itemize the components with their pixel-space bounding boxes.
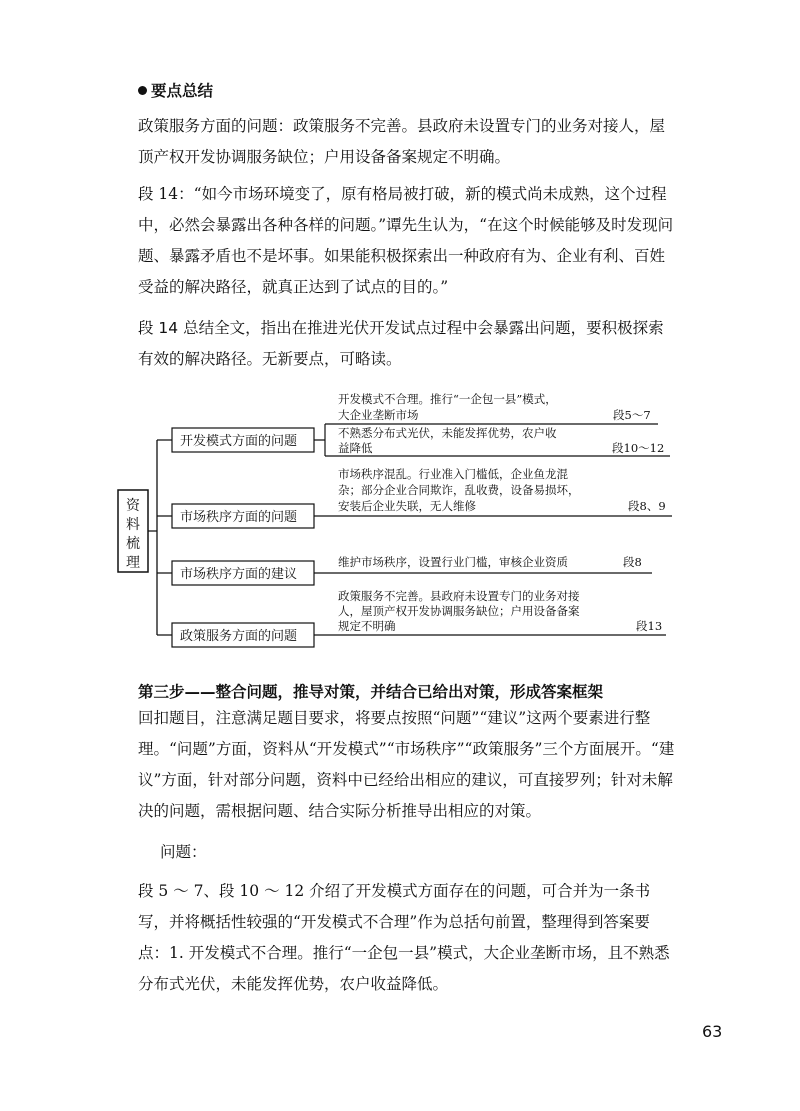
diagram-leaf-text: 市场秩序混乱。行业准入门槛低，企业鱼龙混 — [338, 467, 568, 481]
diagram-leaf-text: 不熟悉分布式光伏，未能发挥优势，农户收 — [338, 426, 557, 440]
diagram-leaf-ref: 段8 — [623, 555, 642, 569]
diagram-branch-box — [172, 428, 314, 452]
summary-heading-text: 要点总结 — [151, 82, 214, 100]
summary-text: 政策服务方面的问题：政策服务不完善。县政府未设置专门的业务对接人，屋顶产权开发协调服务缺位；户用设备备案规定不明确。 — [138, 117, 666, 166]
diagram-branch-label: 市场秩序方面的问题 — [180, 510, 298, 525]
diagram-trunk — [148, 440, 157, 635]
step3-title: 第三步——整合问题，推导对策，并结合已给出对策，形成答案框架 — [138, 683, 604, 701]
diagram-branch-label: 政策服务方面的问题 — [180, 629, 298, 644]
page-number: 63 — [702, 1022, 723, 1041]
bullet-dot-icon — [138, 86, 147, 95]
problem-label: 问题： — [160, 843, 207, 861]
diagram-leaf-text: 政策服务不完善。县政府未设置专门的业务对接 — [338, 589, 580, 603]
problem-text: 段 5 ～ 7、段 10 ～ 12 介绍了开发模式方面存在的问题，可合并为一条书写，并将概括性较强的“开发模式不合理”作为总括句前置，整理得到答案要点：1. 开发模式不合理。推行“一企包一县”模式，大企业垄断市场，且不熟悉分布式光伏，未能发挥优势，农户收益降低。 — [138, 882, 670, 993]
diagram-leaf-text: 开发模式不合理。推行“一企包一县”模式， — [338, 392, 557, 406]
diagram-root-char: 料 — [126, 517, 140, 533]
diagram-root-char: 资 — [126, 498, 140, 514]
diagram-leaf-text: 杂；部分企业合同欺诈，乱收费，设备易损坏， — [338, 483, 580, 497]
para-14: 段 14：“如今市场环境变了，原有格局被打破，新的模式尚未成熟，这个过程中，必然会暴露出各种各样的问题。”谭先生认为，“在这个时候能够及时发现问题、暴露矛盾也不是坏事。如果能积极探索出一种政府有为、企业有利、百姓受益的解决路径，就真正达到了试点的目的。” — [138, 185, 674, 296]
diagram-leaf-ref: 段8、9 — [628, 499, 666, 513]
diagram-leaf-text: 规定不明确 — [338, 619, 396, 633]
diagram-connector — [314, 424, 335, 456]
diagram-leaf-text: 维护市场秩序，设置行业门槛，审核企业资质 — [338, 555, 568, 569]
diagram-leaf-text: 人，屋顶产权开发协调服务缺位；户用设备备案 — [338, 604, 580, 618]
summary-heading — [138, 79, 213, 101]
diagram-root-char: 理 — [126, 555, 140, 571]
diagram-branch-label: 开发模式方面的问题 — [180, 434, 298, 449]
diagram-trunk-arms — [157, 440, 172, 635]
diagram-leaf-ref: 段10～12 — [612, 441, 665, 455]
diagram-leaf-ref: 段5～7 — [613, 408, 651, 422]
para-14-note: 段 14 总结全文，指出在推进光伏开发试点过程中会暴露出问题，要积极探索有效的解决路径。无新要点，可略读。 — [138, 319, 664, 368]
diagram-branch-box — [172, 561, 314, 585]
diagram-branch-label: 市场秩序方面的建议 — [180, 567, 298, 582]
diagram-branch-box — [172, 623, 314, 647]
diagram-root-box — [118, 490, 148, 572]
diagram-leaf-text: 益降低 — [338, 441, 373, 455]
diagram-leaf-ref: 段13 — [636, 619, 663, 633]
step3-body: 回扣题目，注意满足题目要求，将要点按照“问题”“建议”这两个要素进行整理。“问题”方面，资料从“开发模式”“市场秩序”“政策服务”三个方面展开。“建议”方面，针对部分问题，资料中已经给出相应的建议，可直接罗列；针对未解决的问题，需根据问题、结合实际分析推导出相应的对策。 — [138, 709, 675, 820]
diagram-leaf-text: 大企业垄断市场 — [338, 408, 419, 422]
diagram-branch-box — [172, 504, 314, 528]
diagram-root-char: 梳 — [126, 536, 140, 552]
diagram-leaf-text: 安装后企业失联，无人维修 — [338, 499, 476, 513]
